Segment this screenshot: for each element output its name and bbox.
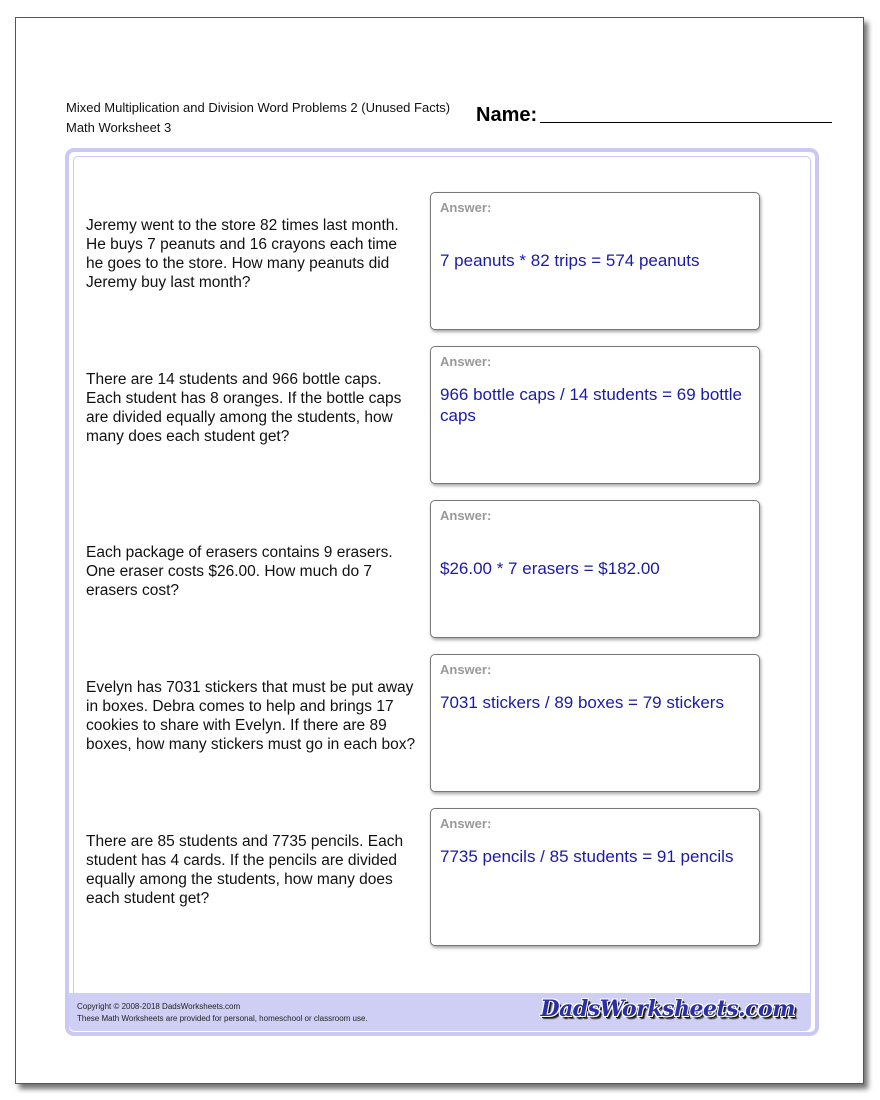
answer-label: Answer: [440, 508, 492, 523]
answer-box-2 [430, 346, 760, 484]
problem-3-text: Each package of erasers contains 9 erasers. One eraser costs $26.00. How much do 7 erasers cost? [86, 544, 393, 599]
answer-box-5 [430, 808, 760, 946]
worksheet-title [66, 98, 450, 138]
answer-1-text: 7 peanuts * 82 trips = 574 peanuts [440, 251, 700, 270]
problem-1-text: Jeremy went to the store 82 times last month. He buys 7 peanuts and 16 crayons each time he goes to the store. How many peanuts did Jeremy buy last month? [86, 217, 399, 291]
title-line-2: Math Worksheet 3 [66, 120, 172, 135]
answer-label: Answer: [440, 662, 492, 677]
answer-2-text: 966 bottle caps / 14 students = 69 bottle caps [440, 385, 742, 425]
problem-5-text: There are 85 students and 7735 pencils. Each student has 4 cards. If the pencils are divided equally among the students, how many does each student get? [86, 833, 404, 907]
dadsworksheets-logo: DadsWorksheets.com [540, 996, 795, 1022]
name-line [540, 122, 832, 123]
answer-box-4 [430, 654, 760, 792]
answer-4-text: 7031 stickers / 89 boxes = 79 stickers [440, 693, 724, 712]
answer-label: Answer: [440, 200, 492, 215]
footer [69, 993, 811, 1031]
answer-box-1 [430, 192, 760, 330]
problem-4-text: Evelyn has 7031 stickers that must be put away in boxes. Debra comes to help and brings 17 cookies to share with Evelyn. If there are 89 boxes, how many stickers must go in each box? [86, 679, 416, 753]
copyright-text: Copyright © 2008-2018 DadsWorksheets.com [77, 1002, 241, 1011]
answer-label: Answer: [440, 816, 492, 831]
worksheet-page [15, 17, 864, 1084]
answer-5-text: 7735 pencils / 85 students = 91 pencils [440, 847, 734, 866]
problem-2-text: There are 14 students and 966 bottle caps. Each student has 8 oranges. If the bottle caps are divided equally among the students, how many does each student get? [86, 371, 402, 445]
answer-box-3 [430, 500, 760, 638]
title-line-1: Mixed Multiplication and Division Word Problems 2 (Unused Facts) [66, 100, 451, 115]
name-label: Name: [476, 104, 538, 126]
answer-label: Answer: [440, 354, 492, 369]
answer-3-text: $26.00 * 7 erasers = $182.00 [440, 559, 660, 578]
usage-notice: These Math Worksheets are provided for personal, homeschool or classroom use. [77, 1014, 368, 1023]
footer-copyright [77, 1001, 368, 1025]
